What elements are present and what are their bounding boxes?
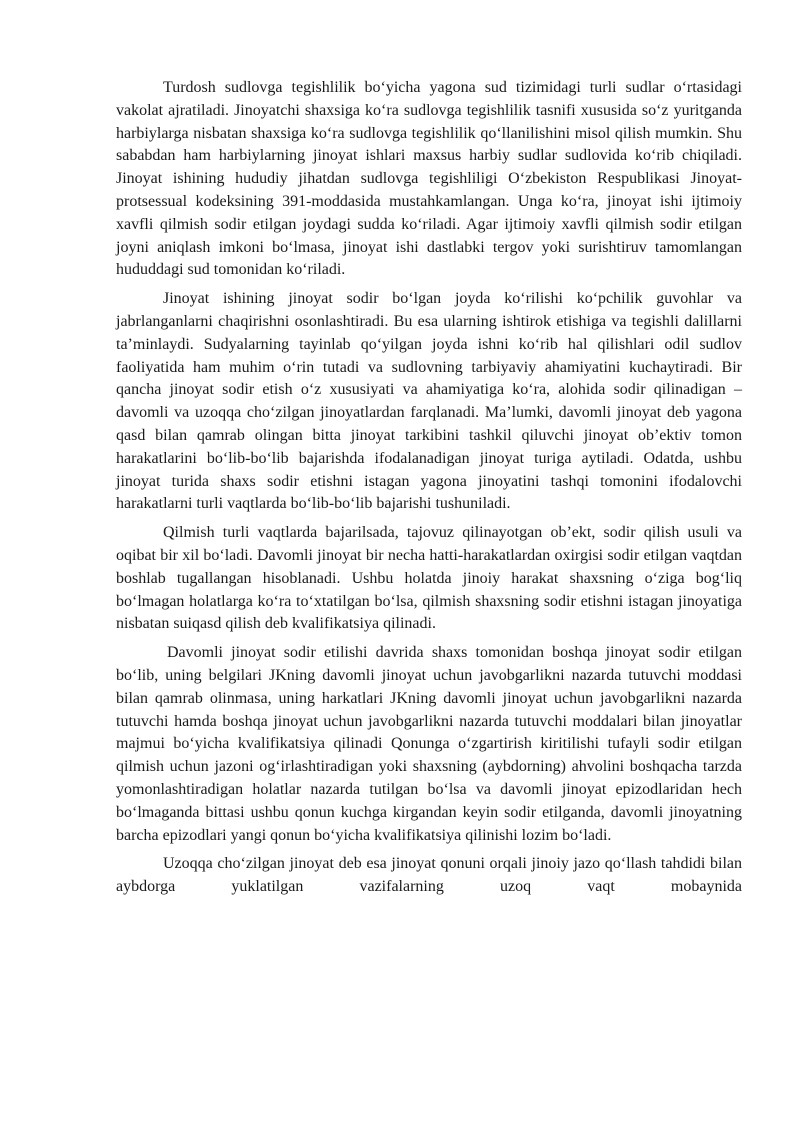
- document-page: [116, 77, 742, 899]
- paragraph-5: Uzoqqa cho‘zilgan jinoyat deb esa jinoyat qonuni orqali jinoiy jazo qo‘llash tahdidi bilan aybdorga yuklatilgan vazifalarning uzoq vaqt mobaynida: [116, 855, 742, 896]
- paragraph-2: Jinoyat ishining jinoyat sodir bo‘lgan joyda ko‘rilishi ko‘pchilik guvohlar va jabrlanganlarni chaqirishni osonlashtiradi. Bu esa ularning ishtirok etishiga va tegishli dalillarni ta’minlaydi. Sudyalarning tayinlab qo‘yilgan joyda ishni ko‘rib hal qilishlari odil sudlov faoliyatida ham muhim o‘rin tutadi va sudlovning tarbiyaviy ahamiyatini kuchaytiradi. Bir qancha jinoyat sodir etish o‘z xususiyati va ahamiyatiga ko‘ra, alohida sodir qilinadigan – davomli va uzoqqa cho‘zilgan jinoyatlardan farqlanadi. Ma’lumki, davomli jinoyat deb yagona qasd bilan qamrab olingan bitta jinoyat tarkibini tashkil qiluvchi jinoyat ob’ektiv tomon harakatlarini bo‘lib-bo‘lib bajarishda ifodalanadigan jinoyat turiga aytiladi. Odatda, ushbu jinoyat turida shaxs sodir etishni istagan yagona jinoyatini tashqi tomonini ifodalovchi harakatlarni turli vaqtlarda bo‘lib-bo‘lib bajarishi tushuniladi.: [116, 290, 742, 513]
- paragraph-3: Qilmish turli vaqtlarda bajarilsada, tajovuz qilinayotgan ob’ekt, sodir qilish usuli va oqibat bir xil bo‘ladi. Davomli jinoyat bir necha hatti-harakatlardan oxirgisi sodir etilgan vaqtdan boshlab tugallangan hisoblanadi. Ushbu holatda jinoiy harakat shaxsning o‘ziga bog‘liq bo‘lmagan holatlarga ko‘ra to‘xtatilgan bo‘lsa, qilmish shaxsning sodir etishni istagan jinoyatiga nisbatan suiqasd qilish deb kvalifikatsiya qilinadi.: [116, 524, 742, 633]
- paragraph-4: Davomli jinoyat sodir etilishi davrida shaxs tomonidan boshqa jinoyat sodir etilgan bo‘lib, uning belgilari JKning davomli jinoyat uchun javobgarlikni nazarda tutuvchi moddasi bilan qamrab olinmasa, uning harkatlari JKning davomli jinoyat uchun javobgarlikni nazarda tutuvchi hamda boshqa jinoyat uchun javobgarlikni nazarda tutuvchi moddalari bilan jinoyatlar majmui bo‘yicha kvalifikatsiya qilinadi Qonunga o‘zgartirish kiritilishi tufayli sodir etilgan qilmish uchun jazoni og‘irlashtiradigan yoki shaxsning (aybdorning) ahvolini boshqacha tarzda yomonlashtiradigan holatlar nazarda tutilgan bo‘lsa va davomli jinoyat epizodlaridan hech bo‘lmaganda bittasi ushbu qonun kuchga kirgandan keyin sodir etilganda, davomli jinoyatning barcha epizodlari yangi qonun bo‘yicha kvalifikatsiya qilinishi lozim bo‘ladi.: [116, 644, 742, 844]
- paragraph-1: Turdosh sudlovga tegishlilik bo‘yicha yagona sud tizimidagi turli sudlar o‘rtasidagi vakolat ajratiladi. Jinoyatchi shaxsiga ko‘ra sudlovga tegishlilik tasnifi xususida so‘z yuritganda harbiylarga nisbatan shaxsiga ko‘ra sudlovga tegishlilik qo‘llanilishini misol qilish mumkin. Shu sababdan ham harbiylarning jinoyat ishlari maxsus harbiy sudlar sudlovida ko‘rib chiqiladi. Jinoyat ishining hududiy jihatdan sudlovga tegishliligi O‘zbekiston Respublikasi Jinoyat-protsessual kodeksining 391-moddasida mustahkamlangan. Unga ko‘ra, jinoyat ishi ijtimoiy xavfli qilmish sodir etilgan joydagi sudda ko‘riladi. Agar ijtimoiy xavfli qilmish sodir etilgan joyni aniqlash imkoni bo‘lmasa, jinoyat ishi dastlabki tergov yoki surishtiruv tamomlangan hududdagi sud tomonidan ko‘riladi.: [116, 79, 742, 279]
